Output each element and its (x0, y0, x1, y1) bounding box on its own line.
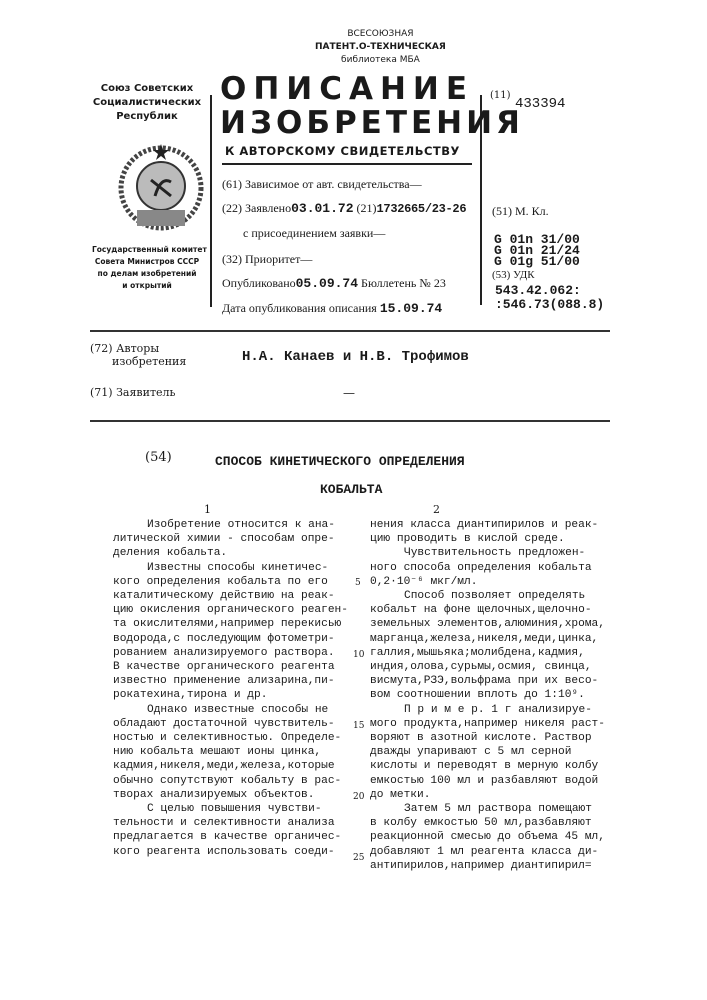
stamp-line: ВСЕСОЮЗНАЯ (315, 28, 446, 41)
joined-field: с присоединением заявки— (243, 225, 385, 241)
title-line1: ОПИСАНИЕ (220, 74, 474, 105)
text-line: деления кобальта. (113, 546, 348, 560)
state-committee (92, 244, 202, 292)
text-line: нию кобальта мешают ионы цинка, (113, 745, 348, 759)
text-line: В качестве органического реагента (113, 660, 348, 674)
patent-code: (11) (490, 90, 511, 101)
authors-label-line: изобретения (90, 355, 186, 368)
text-line: антипирилов,например диантипирил= (370, 859, 605, 873)
classification-label: (51) М. Кл. (492, 203, 549, 219)
classification-codes (494, 234, 580, 267)
text-line: кадмия,никеля,меди,железа,которые (113, 759, 348, 773)
text-line: та окислителями,например перекисью (113, 617, 348, 631)
text-line: Затем 5 мл раствора помещают (370, 802, 605, 816)
text-line: творах анализируемых объектов. (113, 788, 348, 802)
text-line: Чувствительность предложен- (370, 546, 605, 560)
text-line: известно применение ализарина,пи- (113, 674, 348, 688)
text-line: мого продукта,например никеля раст- (370, 717, 605, 731)
text-line: рованием анализируемого раствора. (113, 646, 348, 660)
patent-number: 433394 (515, 96, 565, 112)
published-label: Опубликовано (222, 276, 296, 290)
priority-field: (32) Приоритет— (222, 251, 312, 267)
applicant-label: (71) Заявитель (90, 386, 176, 399)
country-line: Социалистических (92, 96, 202, 110)
app-number: 1732665/23-26 (377, 202, 467, 216)
text-line: емкостью 100 мл и разбавляют водой (370, 774, 605, 788)
country-line: Союз Советских (92, 82, 202, 96)
authors-label-line: (72) Авторы (90, 342, 186, 355)
committee-line: и открытий (92, 280, 202, 292)
class-code: G 01g 51/00 (494, 256, 580, 267)
invention-code: (54) (145, 450, 172, 465)
text-line: воряют в азотной кислоте. Раствор (370, 731, 605, 745)
text-line: обладают достаточной чувствитель- (113, 717, 348, 731)
text-line: С целью повышения чувстви- (113, 802, 348, 816)
text-line: ного способа определения кобальта (370, 561, 605, 575)
filed-label: (22) Заявлено (222, 201, 291, 215)
column-number: 1 (204, 503, 211, 516)
line-number: 25 (353, 853, 364, 863)
description-date-field (222, 300, 442, 317)
text-line: вом соотношении вплоть до 1:10⁹. (370, 688, 605, 702)
line-number: 15 (353, 721, 364, 731)
text-line: Изобретение относится к ана- (113, 518, 348, 532)
divider (222, 163, 472, 165)
text-line: тельности и селективности анализа (113, 816, 348, 830)
text-line: П р и м е р. 1 г анализируе- (370, 703, 605, 717)
ussr-emblem-icon (115, 140, 207, 235)
title-line2: ИЗОБРЕТЕНИЯ (220, 108, 524, 139)
description-date: 15.09.74 (380, 301, 442, 316)
text-line: добавляют 1 мл реагента класса ди- (370, 845, 605, 859)
line-number: 10 (353, 650, 364, 660)
class-code: G 01n 31/00 (494, 234, 580, 245)
invention-title-cont: КОБАЛЬТА (320, 482, 382, 497)
text-line: кого определения кобальта по его (113, 575, 348, 589)
text-line: нения класса диантипирилов и реак- (370, 518, 605, 532)
country-name (92, 82, 202, 124)
divider (90, 330, 610, 332)
text-line: в колбу емкостью 50 мл,разбавляют (370, 816, 605, 830)
text-line: Известны способы кинетичес- (113, 561, 348, 575)
description-date-label: Дата опубликования описания (222, 301, 377, 315)
text-line: водорода,с последующим фотометри- (113, 632, 348, 646)
right-column-text (370, 518, 605, 873)
text-line: цию окисления органического реаген- (113, 603, 348, 617)
udk-label: (53) УДК (492, 269, 535, 282)
text-line: до метки. (370, 788, 605, 802)
udk-code: :546.73(088.8) (495, 298, 604, 312)
text-line: кобальт на фоне щелочных,щелочно- (370, 603, 605, 617)
patent-page (0, 0, 707, 1000)
text-line: индия,олова,сурьмы,осмия, свинца, (370, 660, 605, 674)
text-line: цию проводить в кислой среде. (370, 532, 605, 546)
library-stamp (315, 28, 446, 67)
country-line: Республик (92, 110, 202, 124)
text-line: марганца,железа,никеля,меди,цинка, (370, 632, 605, 646)
committee-line: по делам изобретений (92, 268, 202, 280)
text-line: каталитическому действию на реак- (113, 589, 348, 603)
invention-title: СПОСОБ КИНЕТИЧЕСКОГО ОПРЕДЕЛЕНИЯ (215, 454, 465, 469)
left-column-text (113, 518, 348, 859)
text-line: реакционной смесью до объема 45 мл, (370, 830, 605, 844)
author-names: Н.А. Канаев и Н.В. Трофимов (242, 349, 469, 365)
app-label: (21) (357, 201, 377, 215)
class-code: G 01n 21/24 (494, 245, 580, 256)
text-line: кого реагента использовать соеди- (113, 845, 348, 859)
text-line: литической химии - способам опре- (113, 532, 348, 546)
title-subtitle: К АВТОРСКОМУ СВИДЕТЕЛЬСТВУ (225, 144, 460, 158)
divider (90, 420, 610, 422)
text-line: Способ позволяет определять (370, 589, 605, 603)
filed-field (222, 200, 466, 217)
dependent-field: (61) Зависимое от авт. свидетельства— (222, 176, 422, 192)
udk-codes (495, 284, 604, 312)
bulletin-number: Бюллетень № 23 (361, 276, 446, 290)
text-line: висмута,РЗЭ,вольфрама при их весо- (370, 674, 605, 688)
line-number: 20 (353, 792, 364, 802)
committee-line: Совета Министров СССР (92, 256, 202, 268)
text-line: предлагается в качестве органичес- (113, 830, 348, 844)
published-field (222, 275, 446, 292)
authors-label (90, 342, 186, 368)
text-line: рокатехина,тирона и др. (113, 688, 348, 702)
text-line: земельных элементов,алюминия,хрома, (370, 617, 605, 631)
committee-line: Государственный комитет (92, 244, 202, 256)
text-line: дважды упаривают с 5 мл серной (370, 745, 605, 759)
text-line: обычно сопутствуют кобальту в рас- (113, 774, 348, 788)
divider (210, 95, 212, 307)
text-line: ностью и селективностью. Определе- (113, 731, 348, 745)
text-line: галлия,мышьяка;молибдена,кадмия, (370, 646, 605, 660)
column-number: 2 (433, 503, 440, 516)
filed-date: 03.01.72 (291, 201, 353, 216)
text-line: кислоты и переводят в мерную колбу (370, 759, 605, 773)
applicant-value: — (343, 386, 355, 400)
stamp-line: библиотека МБА (315, 54, 446, 67)
line-number: 5 (355, 578, 361, 588)
published-date: 05.09.74 (296, 276, 358, 291)
text-line: Однако известные способы не (113, 703, 348, 717)
udk-code: 543.42.062: (495, 284, 604, 298)
text-line: 0,2·10⁻⁶ мкг/мл. (370, 575, 605, 589)
stamp-line: ПАТЕНТ.О-ТЕХНИЧЕСКАЯ (315, 41, 446, 54)
